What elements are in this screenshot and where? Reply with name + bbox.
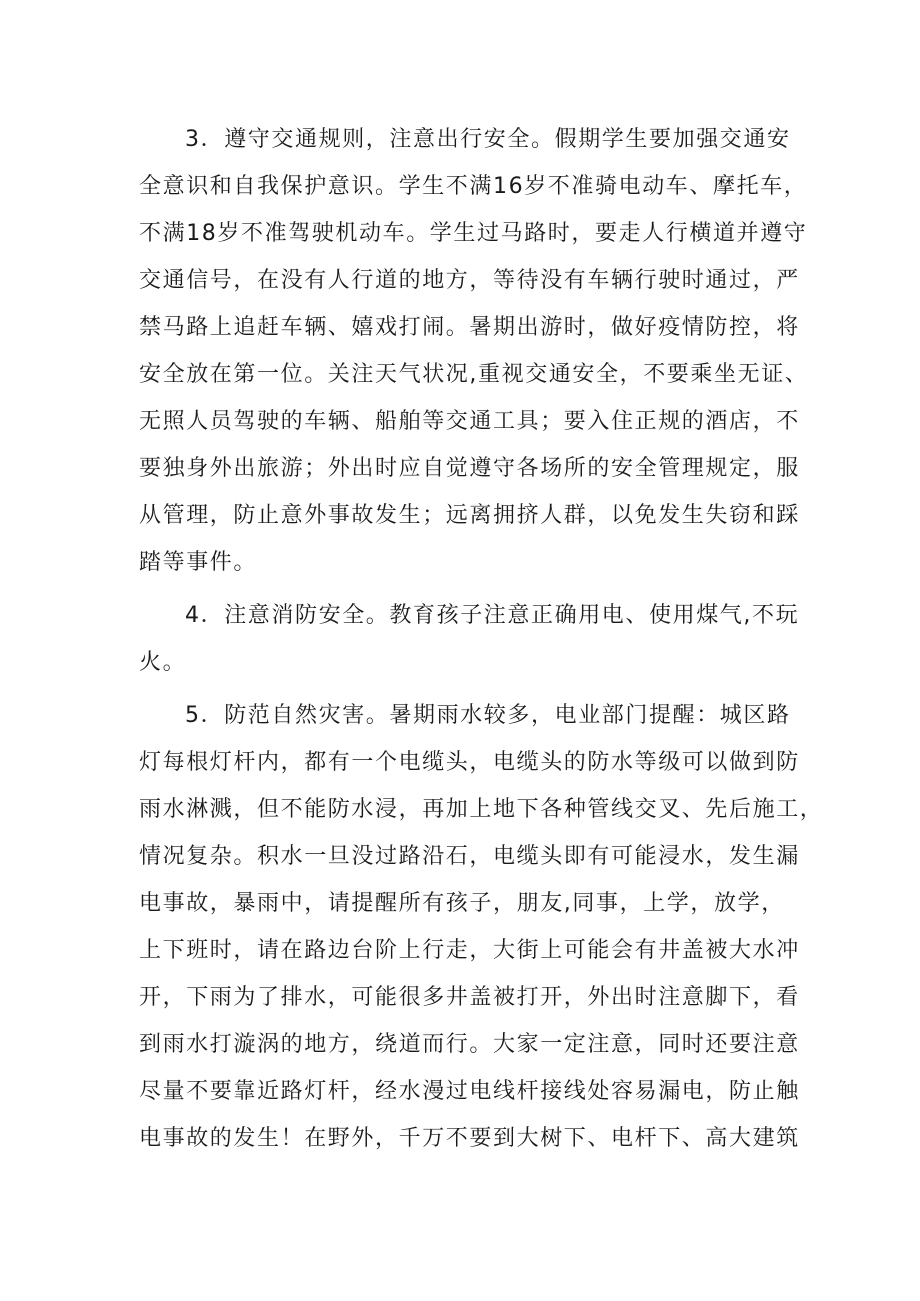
- text-line: 开，下雨为了排水，可能很多井盖被打开，外出时注意脚下，看: [139, 985, 800, 1010]
- text-line: 上下班时，请在路边台阶上行走，大街上可能会有井盖被大水冲: [139, 938, 800, 963]
- text-line: 安全放在第一位。关注天气状况,重视交通安全，不要乘坐无证、: [139, 362, 809, 387]
- text-line: 电事故的发生！在野外，千万不要到大树下、电杆下、高大建筑: [139, 1126, 800, 1151]
- text-line: 5．防范自然灾害。暑期雨水较多，电业部门提醒：城区路: [185, 703, 791, 728]
- text-line: 要独身外出旅游；外出时应自觉遵守各场所的安全管理规定，服: [139, 456, 800, 481]
- text-line: 交通信号，在没有人行道的地方，等待没有车辆行驶时通过，严: [139, 268, 800, 293]
- text-line: 灯每根灯杆内，都有一个电缆头，电缆头的防水等级可以做到防: [139, 750, 800, 775]
- text-line: 无照人员驾驶的车辆、船舶等交通工具；要入住正规的酒店，不: [139, 409, 800, 434]
- text-line: 雨水淋溅，但不能防水浸，再加上地下各种管线交叉、先后施工，: [139, 797, 824, 822]
- text-line: 到雨水打漩涡的地方，绕道而行。大家一定注意，同时还要注意: [139, 1032, 800, 1057]
- text-line: 从管理，防止意外事故发生；远离拥挤人群，以免发生失窃和踩: [139, 503, 800, 528]
- text-line: 踏等事件。: [139, 550, 258, 575]
- text-line: 全意识和自我保护意识。学生不满16岁不准骑电动车、摩托车，: [139, 174, 808, 199]
- text-line: 禁马路上追赶车辆、嬉戏打闹。暑期出游时，做好疫情防控，将: [139, 315, 800, 340]
- text-line: 不满18岁不准驾驶机动车。学生过马路时，要走人行横道并遵守: [139, 221, 808, 246]
- document-body: [139, 116, 824, 1162]
- text-line: 火。: [139, 650, 187, 675]
- paragraph-section-4: [139, 592, 800, 686]
- paragraph-section-3: [139, 116, 809, 586]
- text-line: 3．遵守交通规则，注意出行安全。假期学生要加强交通安: [185, 127, 791, 152]
- text-line: 4．注意消防安全。教育孩子注意正确用电、使用煤气,不玩: [185, 603, 800, 628]
- text-line: 电事故，暴雨中，请提醒所有孩子，朋友,同事，上学，放学，: [139, 891, 785, 916]
- text-line: 情况复杂。积水一旦没过路沿石，电缆头即有可能浸水，发生漏: [139, 844, 800, 869]
- paragraph-section-5: [139, 692, 824, 1162]
- text-line: 尽量不要靠近路灯杆，经水漫过电线杆接线处容易漏电，防止触: [139, 1079, 800, 1104]
